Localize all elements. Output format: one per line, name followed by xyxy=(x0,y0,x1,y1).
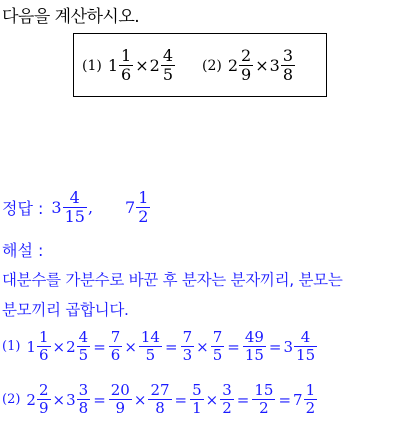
answer-2-whole: 7 xyxy=(125,198,136,217)
equals-sign: = xyxy=(278,390,292,409)
answer-separator: , xyxy=(87,198,94,217)
fraction: $\frac{1}{6}$ xyxy=(121,46,132,84)
times-sign: × xyxy=(133,390,147,409)
solution-step-2 xyxy=(2,383,318,416)
problem-1-label: (1) xyxy=(82,57,102,74)
fraction: $\frac{15}{2}$ xyxy=(254,381,274,417)
solution-text-2: 분모끼리 곱합니다. xyxy=(2,301,129,319)
times-sign: × xyxy=(124,337,137,356)
fraction: $\frac{4}{5}$ xyxy=(78,328,89,364)
mixed-number: 2 xyxy=(149,56,160,75)
mixed-whole: 3 xyxy=(283,337,294,356)
mixed-whole: 1 xyxy=(26,337,36,356)
fraction: $\frac{49}{15}$ xyxy=(244,328,264,364)
solution-label: 해설 : xyxy=(2,241,44,260)
fraction: $\frac{3}{8}$ xyxy=(282,46,293,84)
times-sign: × xyxy=(255,56,269,75)
times-sign: × xyxy=(196,337,209,356)
times-sign: × xyxy=(205,390,219,409)
fraction: $\frac{3}{2}$ xyxy=(222,381,232,417)
instruction-text: 다음을 계산하시오. xyxy=(2,7,140,27)
equals-sign: = xyxy=(93,390,106,409)
times-sign: × xyxy=(52,337,66,356)
times-sign: × xyxy=(52,390,66,409)
equals-sign: = xyxy=(268,337,282,356)
answer-2-fraction: $\frac{1}{2}$ xyxy=(138,188,149,226)
answer-line xyxy=(2,190,151,225)
fraction: $\frac{7}{3}$ xyxy=(182,328,193,364)
answer-1-whole: 3 xyxy=(51,198,62,217)
solution-text-1: 대분수를 가분수로 바꾼 후 분자는 분자끼리, 분모는 xyxy=(2,271,343,289)
problem-2-label: (2) xyxy=(202,57,222,74)
fraction: $\frac{3}{8}$ xyxy=(78,381,89,417)
mixed-whole: 2 xyxy=(26,390,36,409)
fraction: $\frac{5}{1}$ xyxy=(192,381,202,417)
mixed-number: 3 xyxy=(269,56,280,75)
fraction: $\frac{7}{6}$ xyxy=(110,328,121,364)
fraction: $\frac{1}{2}$ xyxy=(305,381,316,417)
mixed-number: 1 xyxy=(107,56,119,75)
mixed-number: 2 xyxy=(227,56,239,75)
answer-1-fraction: $\frac{4}{15}$ xyxy=(64,188,85,226)
problem-row xyxy=(82,48,296,83)
answer-label: 정답 : xyxy=(2,199,44,218)
equals-sign: = xyxy=(164,337,178,356)
fraction: $\frac{20}{9}$ xyxy=(110,381,130,417)
times-sign: × xyxy=(135,56,149,75)
fraction: $\frac{2}{9}$ xyxy=(241,46,252,84)
step-2-label: (2) xyxy=(2,392,21,407)
equals-sign: = xyxy=(174,390,188,409)
fraction: $\frac{2}{9}$ xyxy=(38,381,49,417)
mixed-whole: 3 xyxy=(66,390,76,409)
fraction: $\frac{4}{5}$ xyxy=(162,46,173,84)
fraction: $\frac{4}{15}$ xyxy=(296,328,316,364)
equals-sign: = xyxy=(227,337,240,356)
step-1-label: (1) xyxy=(2,339,21,354)
mixed-whole: 7 xyxy=(293,390,303,409)
equals-sign: = xyxy=(93,337,106,356)
solution-step-1 xyxy=(2,330,318,363)
fraction: $\frac{27}{8}$ xyxy=(150,381,170,417)
equals-sign: = xyxy=(236,390,250,409)
fraction: $\frac{1}{6}$ xyxy=(38,328,49,364)
fraction: $\frac{7}{5}$ xyxy=(212,328,223,364)
mixed-whole: 2 xyxy=(66,337,76,356)
fraction: $\frac{14}{5}$ xyxy=(140,328,160,364)
problem-box xyxy=(73,33,327,97)
